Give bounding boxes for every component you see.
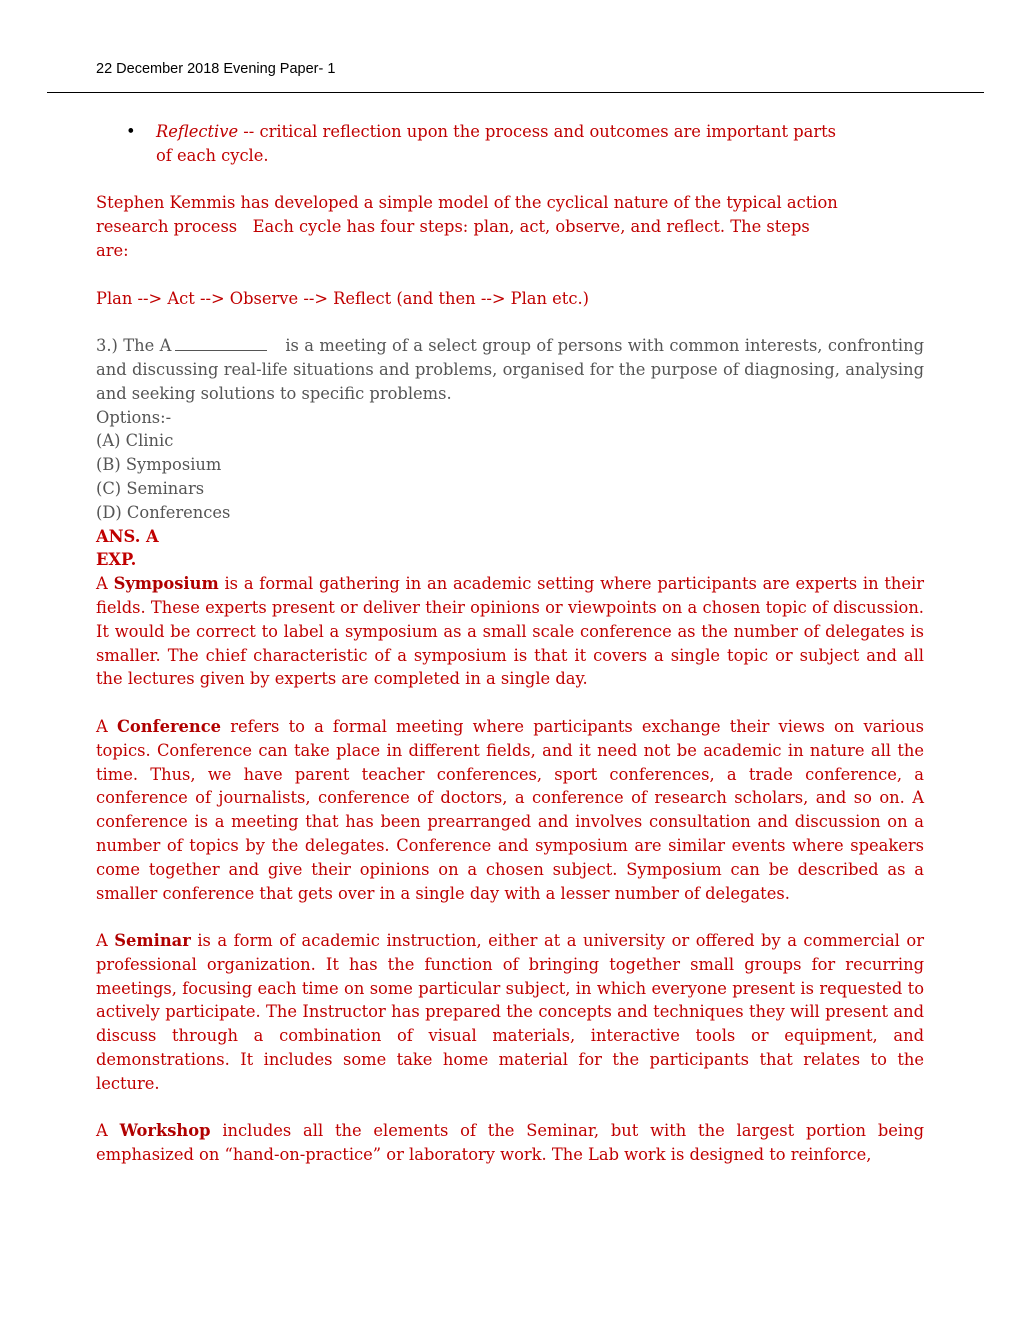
explanation-symposium xyxy=(96,572,924,691)
explanation-lead: A xyxy=(96,931,108,951)
question-body: is a meeting of a select group of persons with common interests, confronting and discussing real-life situations and problems, organised for the purpose of diagnosing, analysing and seeking solutions to specific problems. xyxy=(96,336,924,403)
option-d: (D) Conferences xyxy=(96,502,231,522)
options-label: Options:- xyxy=(96,407,172,427)
question-text xyxy=(96,334,924,405)
explanation-text: is a form of academic instruction, either at a university or offered by a commercial or professional organization. It has the function of bringing together small groups for recurring meetings, focusing each time on some particular subject, in which everyone present is requested to actively participate. The Instructor has prepared the concepts and techniques they will present and discuss through a combination of visual materials, interactive tools or equipment, and demonstrations. It includes some take home material for the participants that relates to the lecture. xyxy=(96,931,924,1093)
option-a: (A) Clinic xyxy=(96,431,174,451)
explanation-text: refers to a formal meeting where participants exchange their views on various topics. Conference can take place in different fields, and it need not be academic in nature all the time. Thus, we have parent teacher conferences, sport conferences, a trade conference, a conference of journalists, conference of doctors, a conference of research scholars, and so on. A conference is a meeting that has been prearranged and involves consultation and discussion on a number of topics by the delegates. Conference and symposium are similar events where speakers come together and give their opinions on a chosen subject. Symposium can be described as a smaller conference that gets over in a single day with a lesser number of delegates. xyxy=(96,716,924,903)
bullet-separator: -- xyxy=(243,122,255,141)
term-conference: Conference xyxy=(116,716,222,736)
explanation-lead: A xyxy=(96,574,108,594)
steps-line: Plan --> Act --> Observe --> Reflect (and then --> Plan etc.) xyxy=(96,288,590,308)
explanation-lead: A xyxy=(96,716,108,736)
page-header: 22 December 2018 Evening Paper- 1 xyxy=(96,61,336,77)
option-b: (B) Symposium xyxy=(96,455,222,475)
explanation-text: is a formal gathering in an academic setting where participants are experts in their fields. These experts present or deliver their opinions or viewpoints on a chosen topic of discussion. It would be correct to label a symposium as a small scale conference as the number of delegates is smaller. The chief characteristic of a symposium is that it covers a single topic or subject and all the lectures given by experts are completed in a single day. xyxy=(96,574,924,689)
bullet-item-reflective xyxy=(96,120,846,168)
bullet-term: Reflective xyxy=(156,122,239,141)
explanation-lead: A xyxy=(96,1121,108,1141)
option-c: (C) Seminars xyxy=(96,478,205,498)
question-prefix: 3.) The A xyxy=(96,336,172,356)
page-content xyxy=(96,120,924,1167)
question-blank xyxy=(175,336,267,351)
bullet-dot-icon: • xyxy=(126,122,136,141)
term-seminar: Seminar xyxy=(114,931,191,951)
explanation-workshop xyxy=(96,1119,924,1167)
bullet-text: critical reflection upon the process and outcomes are important parts of each cycle. xyxy=(156,122,837,165)
term-symposium: Symposium xyxy=(113,574,219,594)
answer-line: ANS. A xyxy=(96,526,159,546)
explanation-seminar xyxy=(96,929,924,1096)
header-divider xyxy=(47,92,984,93)
explanation-conference xyxy=(96,715,924,905)
kemmis-paragraph: Stephen Kemmis has developed a simple model of the cyclical nature of the typical action research process Each cycle has four steps: plan, act, observe, and reflect. The steps are: xyxy=(96,193,843,260)
term-workshop: Workshop xyxy=(119,1121,211,1141)
explanation-text: includes all the elements of the Seminar, but with the largest portion being emphasized on “hand-on-practice” or laboratory work. The Lab work is designed to reinforce, xyxy=(96,1121,924,1165)
explanation-label: EXP. xyxy=(96,550,137,570)
